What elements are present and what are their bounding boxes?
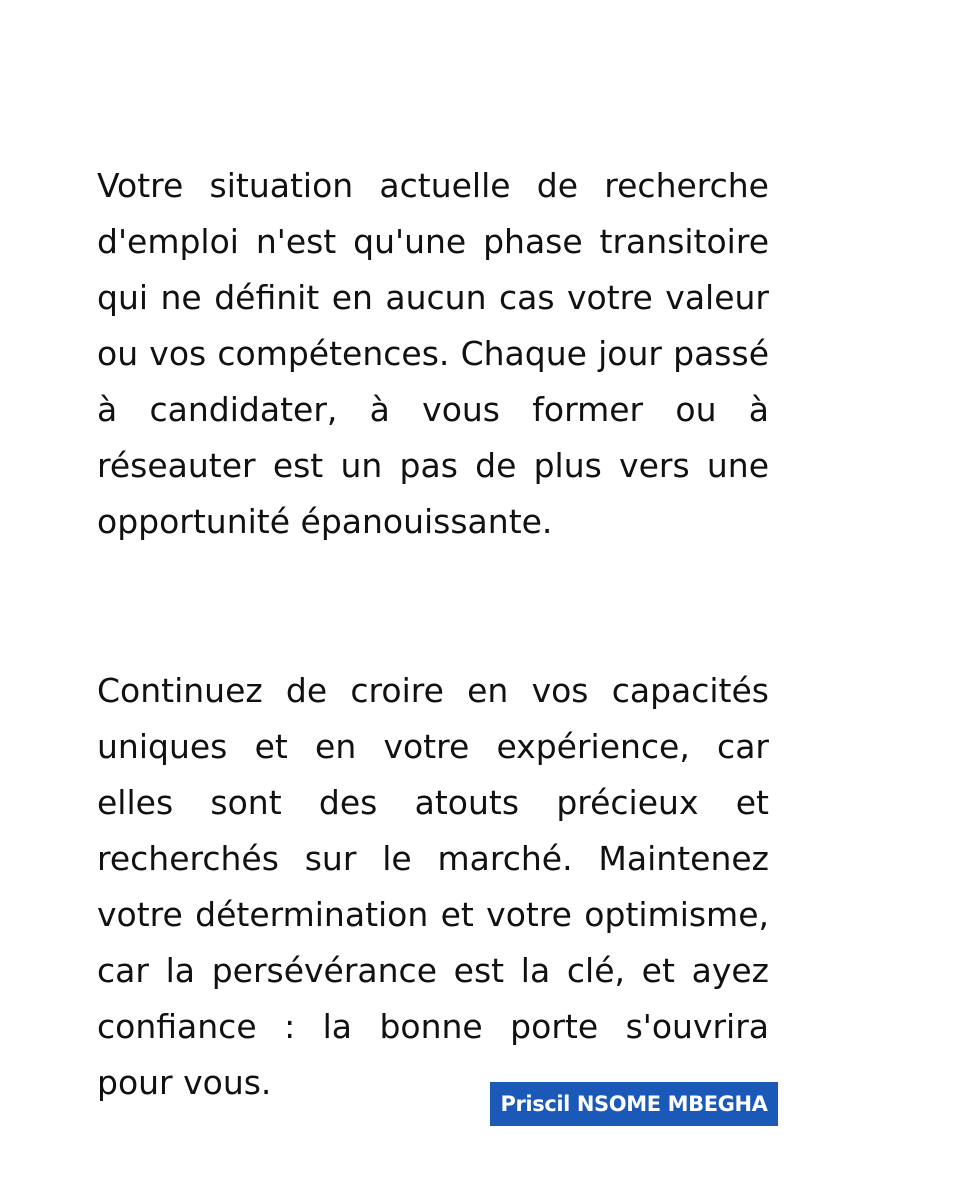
- paragraph-1: Votre situation actuelle de recherche d'emploi n'est qu'une phase transitoire qui ne définit en aucun cas votre valeur ou vos compétences. Chaque jour passé à candidater, à vous former ou à réseauter est un pas de plus vers une opportunité épanouissante.: [97, 166, 769, 541]
- author-signature-badge: Priscil NSOME MBEGHA: [490, 1082, 778, 1126]
- paragraph-2: Continuez de croire en vos capacités uniques et en votre expérience, car elles sont des atouts précieux et recherchés sur le marché. Maintenez votre détermination et votre optimisme, car la persévérance est la clé, et ayez confiance : la bonne porte s'ouvrira pour vous.: [97, 671, 769, 1102]
